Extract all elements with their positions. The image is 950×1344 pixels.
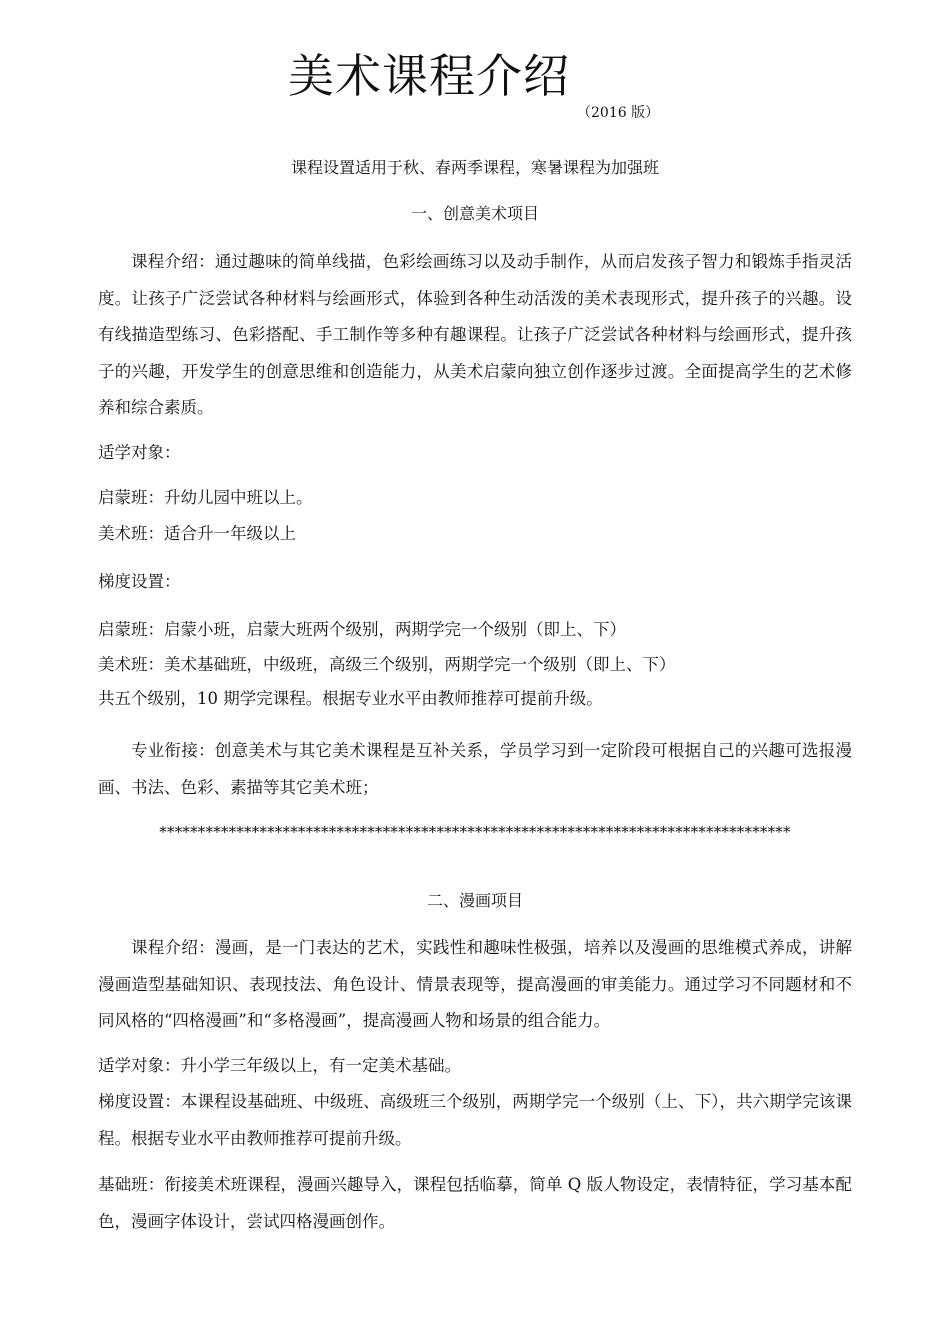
section-1-heading: 一、创意美术项目 xyxy=(410,204,539,223)
schedule-note: 课程设置适用于秋、春两季课程，寒暑课程为加强班 xyxy=(290,158,659,177)
document-title: 美术课程介绍 xyxy=(288,49,570,103)
section-1-levels-art: 美术班：美术基础班，中级班，高级三个级别，两期学完一个级别（即上、下） xyxy=(98,655,676,674)
section-1-levels-label: 梯度设置： xyxy=(98,572,181,591)
section-separator: ********************************************************************************** xyxy=(159,823,791,841)
section-1-levels-total: 共五个级别，10 期学完课程。根据专业水平由教师推荐可提前升级。 xyxy=(98,689,603,708)
section-1-connection: 专业衔接：创意美术与其它美术课程是互补关系，学员学习到一定阶段可根据自己的兴趣可选报漫画、书法、色彩、素描等其它美术班； xyxy=(98,741,852,797)
section-1-levels-beginner: 启蒙班：启蒙小班，启蒙大班两个级别，两期学完一个级别（即上、下） xyxy=(98,620,626,639)
section-2-basic-class: 基础班：衔接美术班课程，漫画兴趣导入，课程包括临摹，简单 Q 版人物设定，表情特征，学习基本配色，漫画字体设计，尝试四格漫画创作。 xyxy=(98,1175,852,1231)
section-2-heading: 二、漫画项目 xyxy=(426,891,523,910)
section-1-audience-label: 适学对象： xyxy=(98,443,181,462)
section-1-audience-art: 美术班：适合升一年级以上 xyxy=(98,524,296,543)
section-1-intro: 课程介绍：通过趣味的简单线描，色彩绘画练习以及动手制作，从而启发孩子智力和锻炼手指灵活度。让孩子广泛尝试各种材料与绘画形式，体验到各种生动活泼的美术表现形式，提升孩子的兴趣。设有线描造型练习、色彩搭配、手工制作等多种有趣课程。让孩子广泛尝试各种材料与绘画形式，提升孩子的兴趣，开发学生的创意思维和创造能力，从美术启蒙向独立创作逐步过渡。全面提高学生的艺术修养和综合素质。 xyxy=(98,252,852,417)
section-2-levels: 梯度设置：本课程设基础班、中级班、高级班三个级别，两期学完一个级别（上、下），共六期学完该课程。根据专业水平由教师推荐可提前升级。 xyxy=(98,1092,852,1148)
section-2-audience: 适学对象：升小学三年级以上，有一定美术基础。 xyxy=(98,1056,461,1075)
section-2-intro: 课程介绍：漫画，是一门表达的艺术，实践性和趣味性极强，培养以及漫画的思维模式养成，讲解漫画造型基础知识、表现技法、角色设计、情景表现等，提高漫画的审美能力。通过学习不同题材和不同风格的“四格漫画”和“多格漫画”，提高漫画人物和场景的组合能力。 xyxy=(98,938,852,1030)
edition-label: （2016 版） xyxy=(577,105,660,121)
section-1-audience-beginner: 启蒙班：升幼儿园中班以上。 xyxy=(98,488,313,507)
